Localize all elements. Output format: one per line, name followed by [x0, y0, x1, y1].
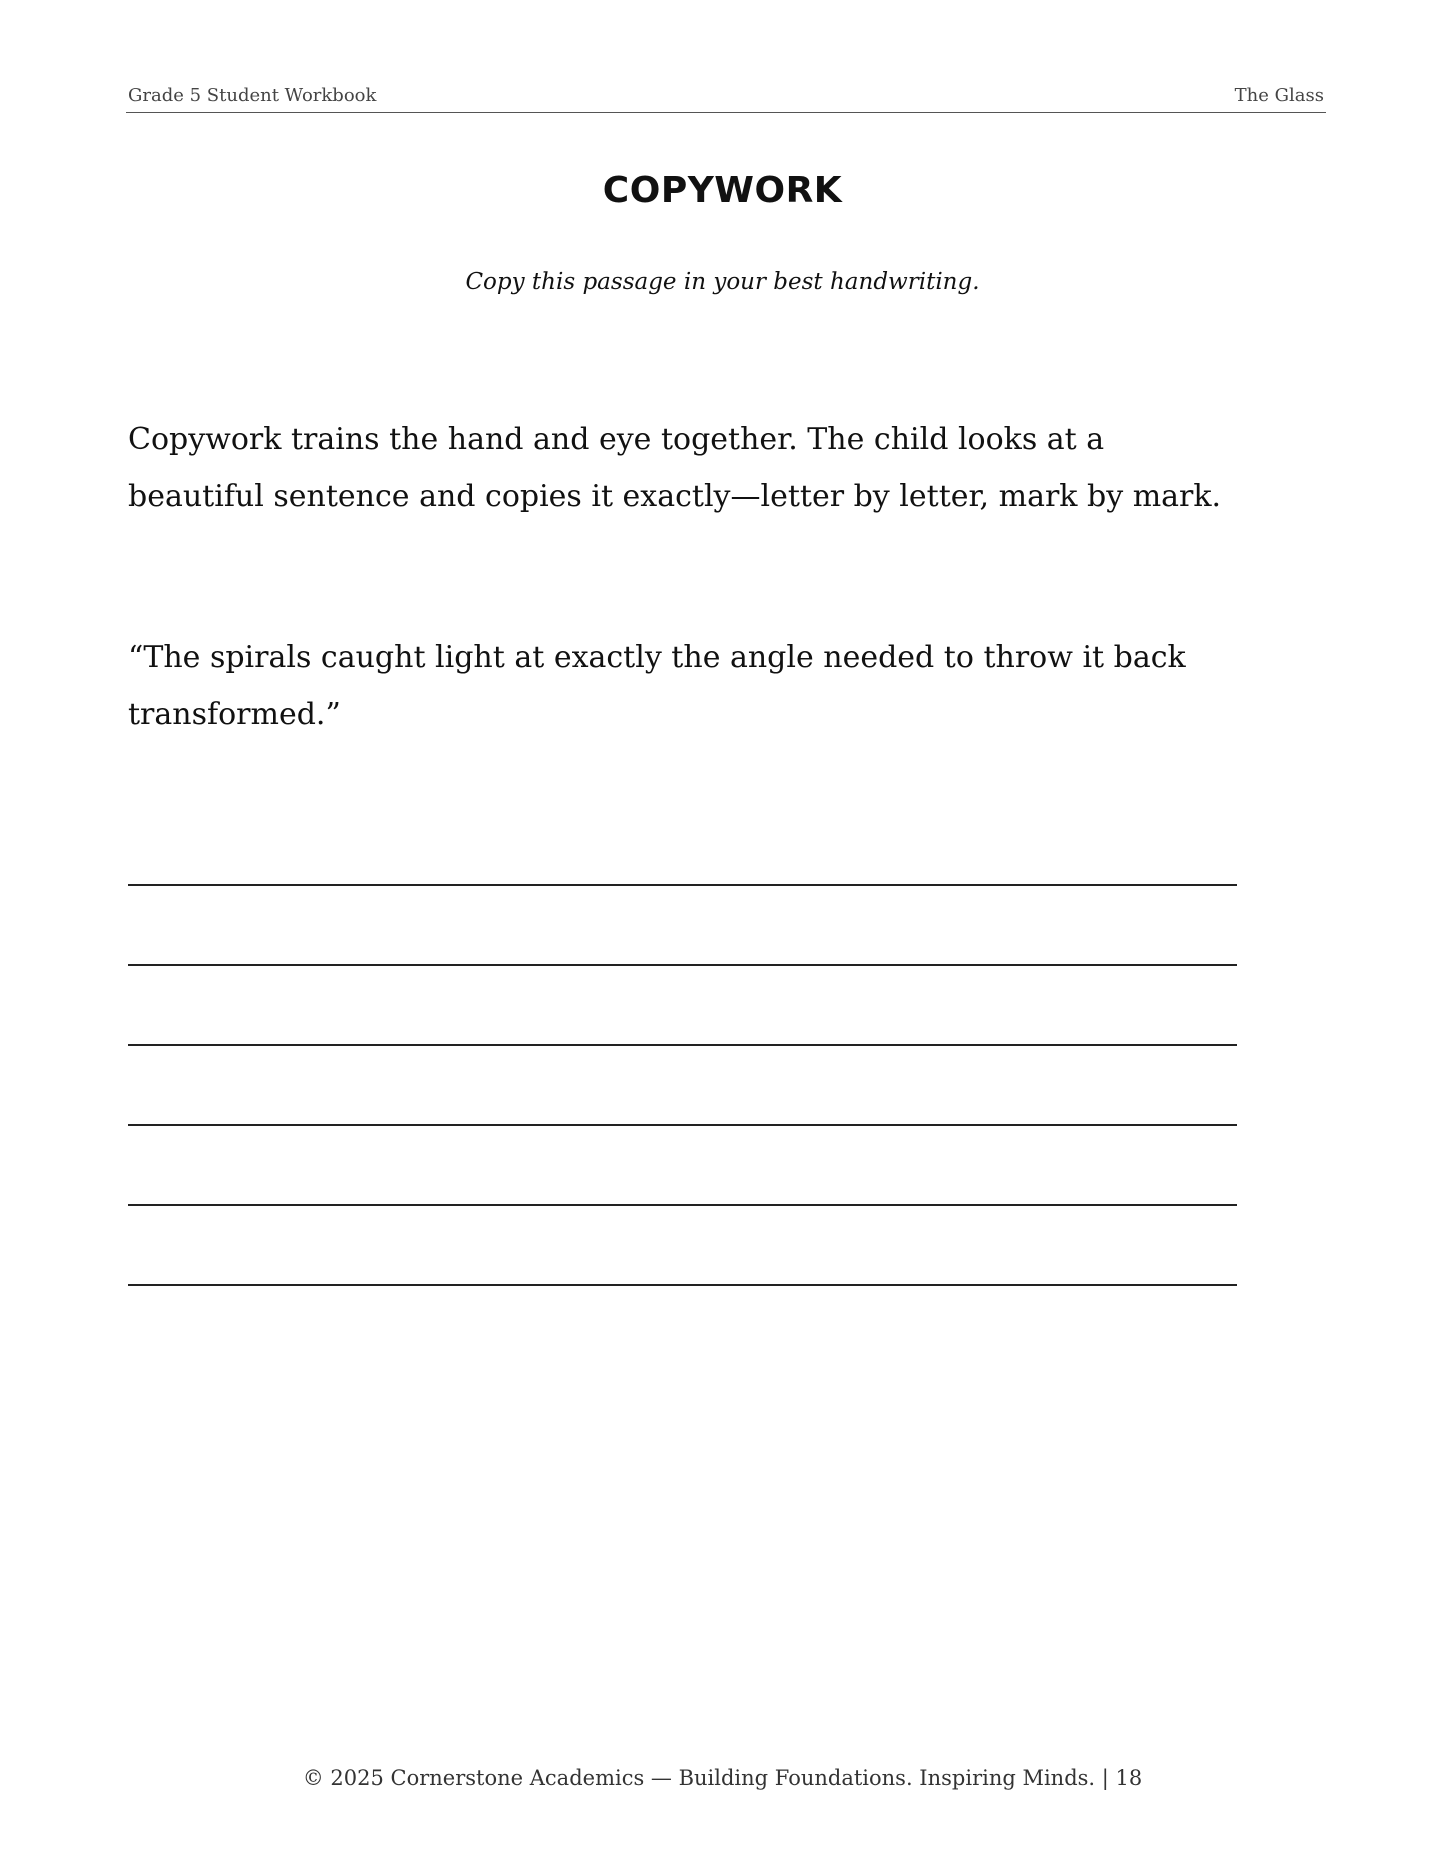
- page-footer: © 2025 Cornerstone Academics — Building Foundations. Inspiring Minds. | 18: [302, 1766, 1143, 1790]
- intro-paragraph: Copywork trains the hand and eye together. The child looks at a beautiful sentence and copies it exactly—letter by letter, mark by mark.: [128, 422, 1222, 514]
- writing-line: [128, 1284, 1237, 1286]
- chapter-title: The Glass: [1234, 85, 1324, 106]
- writing-line: [128, 1204, 1237, 1206]
- writing-line: [128, 1124, 1237, 1126]
- copy-passage: “The spirals caught light at exactly the angle needed to throw it back transformed.”: [128, 640, 1186, 732]
- writing-line: [128, 964, 1237, 966]
- instruction-text: Copy this passage in your best handwriting.: [465, 269, 980, 295]
- workbook-title: Grade 5 Student Workbook: [128, 85, 377, 106]
- writing-line: [128, 884, 1237, 886]
- page-header: [126, 80, 1326, 113]
- writing-line: [128, 1044, 1237, 1046]
- page-title: COPYWORK: [602, 170, 843, 211]
